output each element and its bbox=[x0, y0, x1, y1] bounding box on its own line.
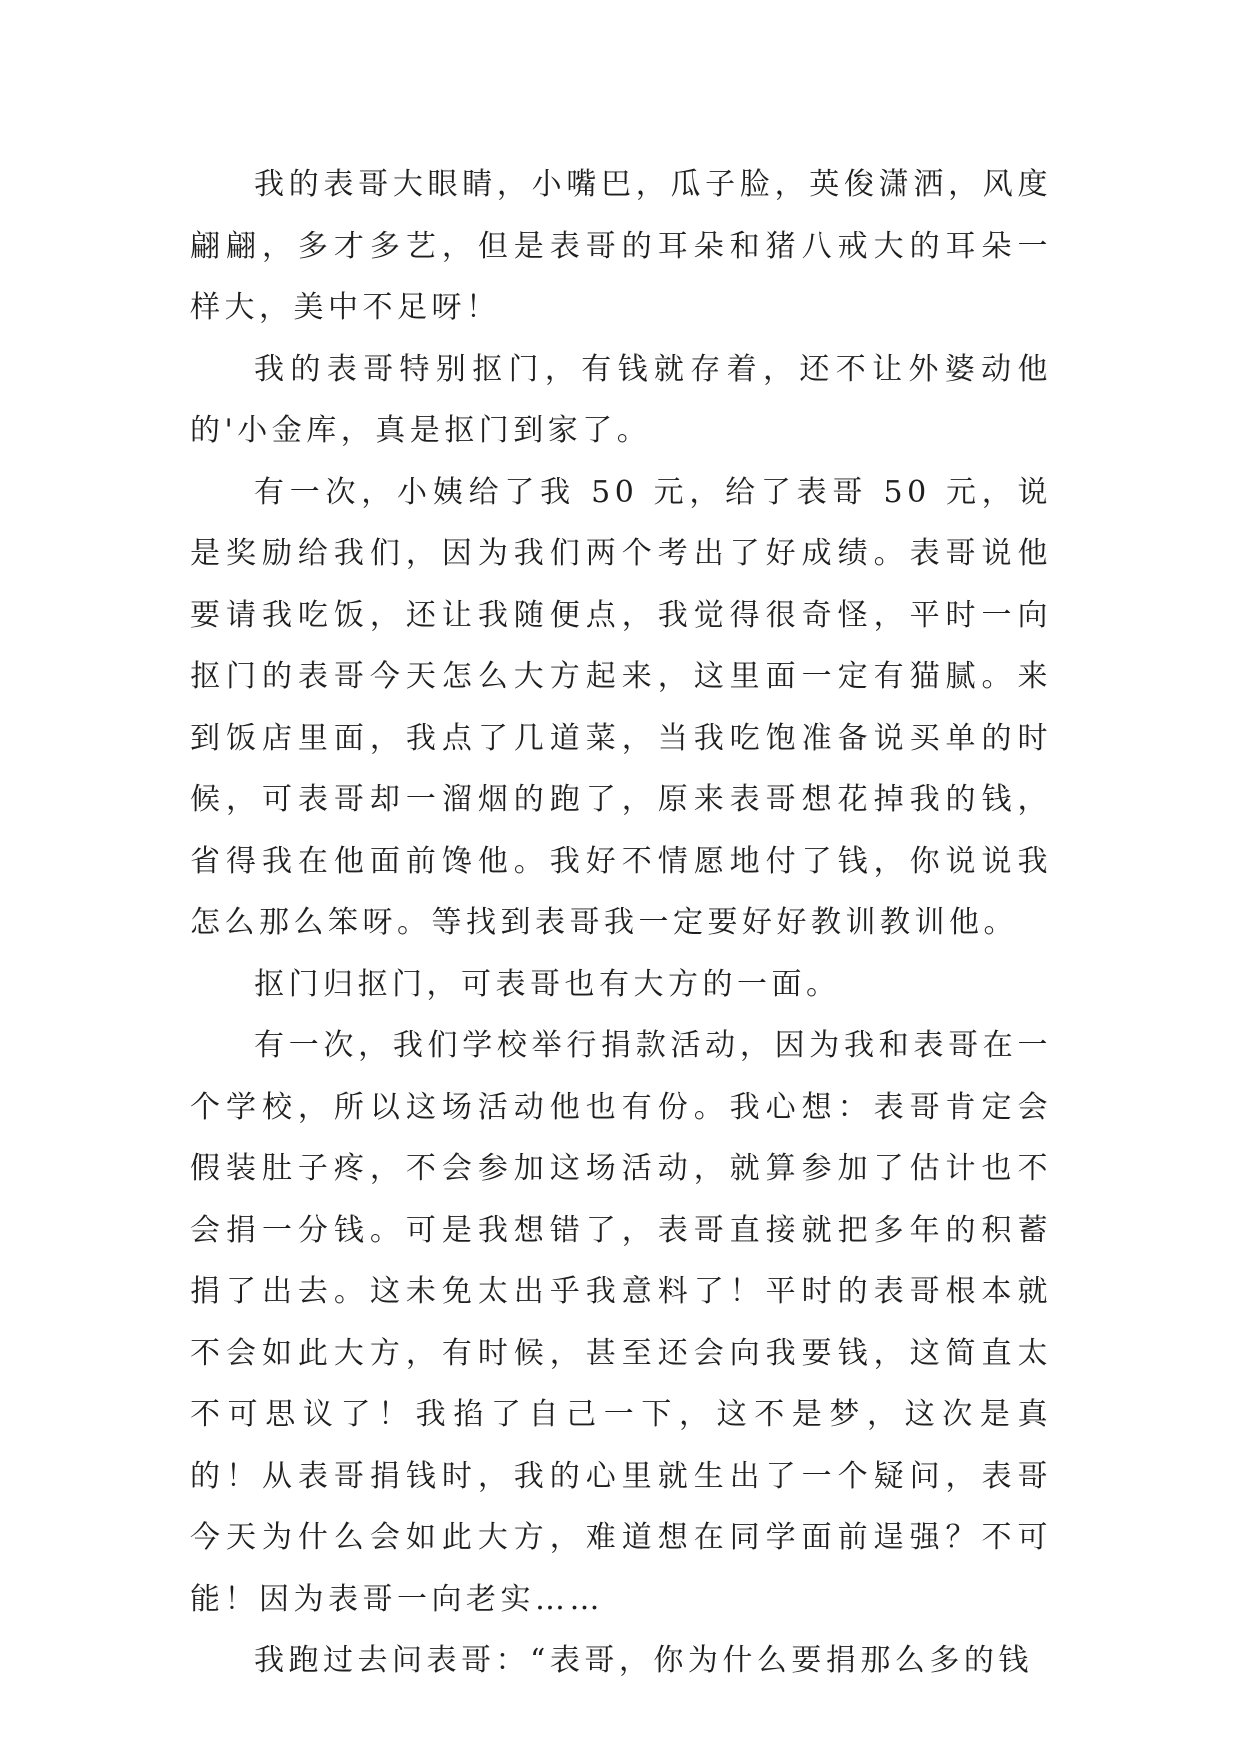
paragraph-cousin-appearance: 我的表哥大眼睛，小嘴巴，瓜子脸，英俊潇洒，风度翩翩，多才多艺，但是表哥的耳朵和猪八戒大的耳朵一样大，美中不足呀！ bbox=[190, 167, 1052, 325]
paragraph-restaurant-story: 有一次，小姨给了我 50 元，给了表哥 50 元，说是奖励给我们，因为我们两个考出了好成绩。表哥说他要请我吃饭，还让我随便点，我觉得很奇怪，平时一向抠门的表哥今天怎么大方起来，这里面一定有猫腻。来到饭店里面，我点了几道菜，当我吃饱准备说买单的时候，可表哥却一溜烟的跑了，原来表哥想花掉我的钱，省得我在他面前馋他。我好不情愿地付了钱，你说说我怎么那么笨呀。等找到表哥我一定要好好教训教训他。 bbox=[190, 474, 1052, 940]
paragraph-generous-side: 抠门归抠门，可表哥也有大方的一面。 bbox=[254, 966, 841, 1002]
document-body bbox=[190, 154, 1052, 1692]
paragraph-cousin-stingy: 我的表哥特别抠门，有钱就存着，还不让外婆动他的'小金库，真是抠门到家了。 bbox=[190, 351, 1052, 448]
paragraph-donation-story: 有一次，我们学校举行捐款活动，因为我和表哥在一个学校，所以这场活动他也有份。我心想：表哥肯定会假装肚子疼，不会参加这场活动，就算参加了估计也不会捐一分钱。可是我想错了，表哥直接就把多年的积蓄捐了出去。这未免太出乎我意料了！平时的表哥根本就不会如此大方，有时候，甚至还会向我要钱，这简直太不可思议了！我掐了自己一下，这不是梦，这次是真的！从表哥捐钱时，我的心里就生出了一个疑问，表哥今天为什么会如此大方，难道想在同学面前逞强？不可能！因为表哥一向老实…… bbox=[190, 1028, 1052, 1617]
paragraph-asking-cousin: 我跑过去问表哥：“表哥，你为什么要捐那么多的钱 bbox=[254, 1643, 1033, 1678]
